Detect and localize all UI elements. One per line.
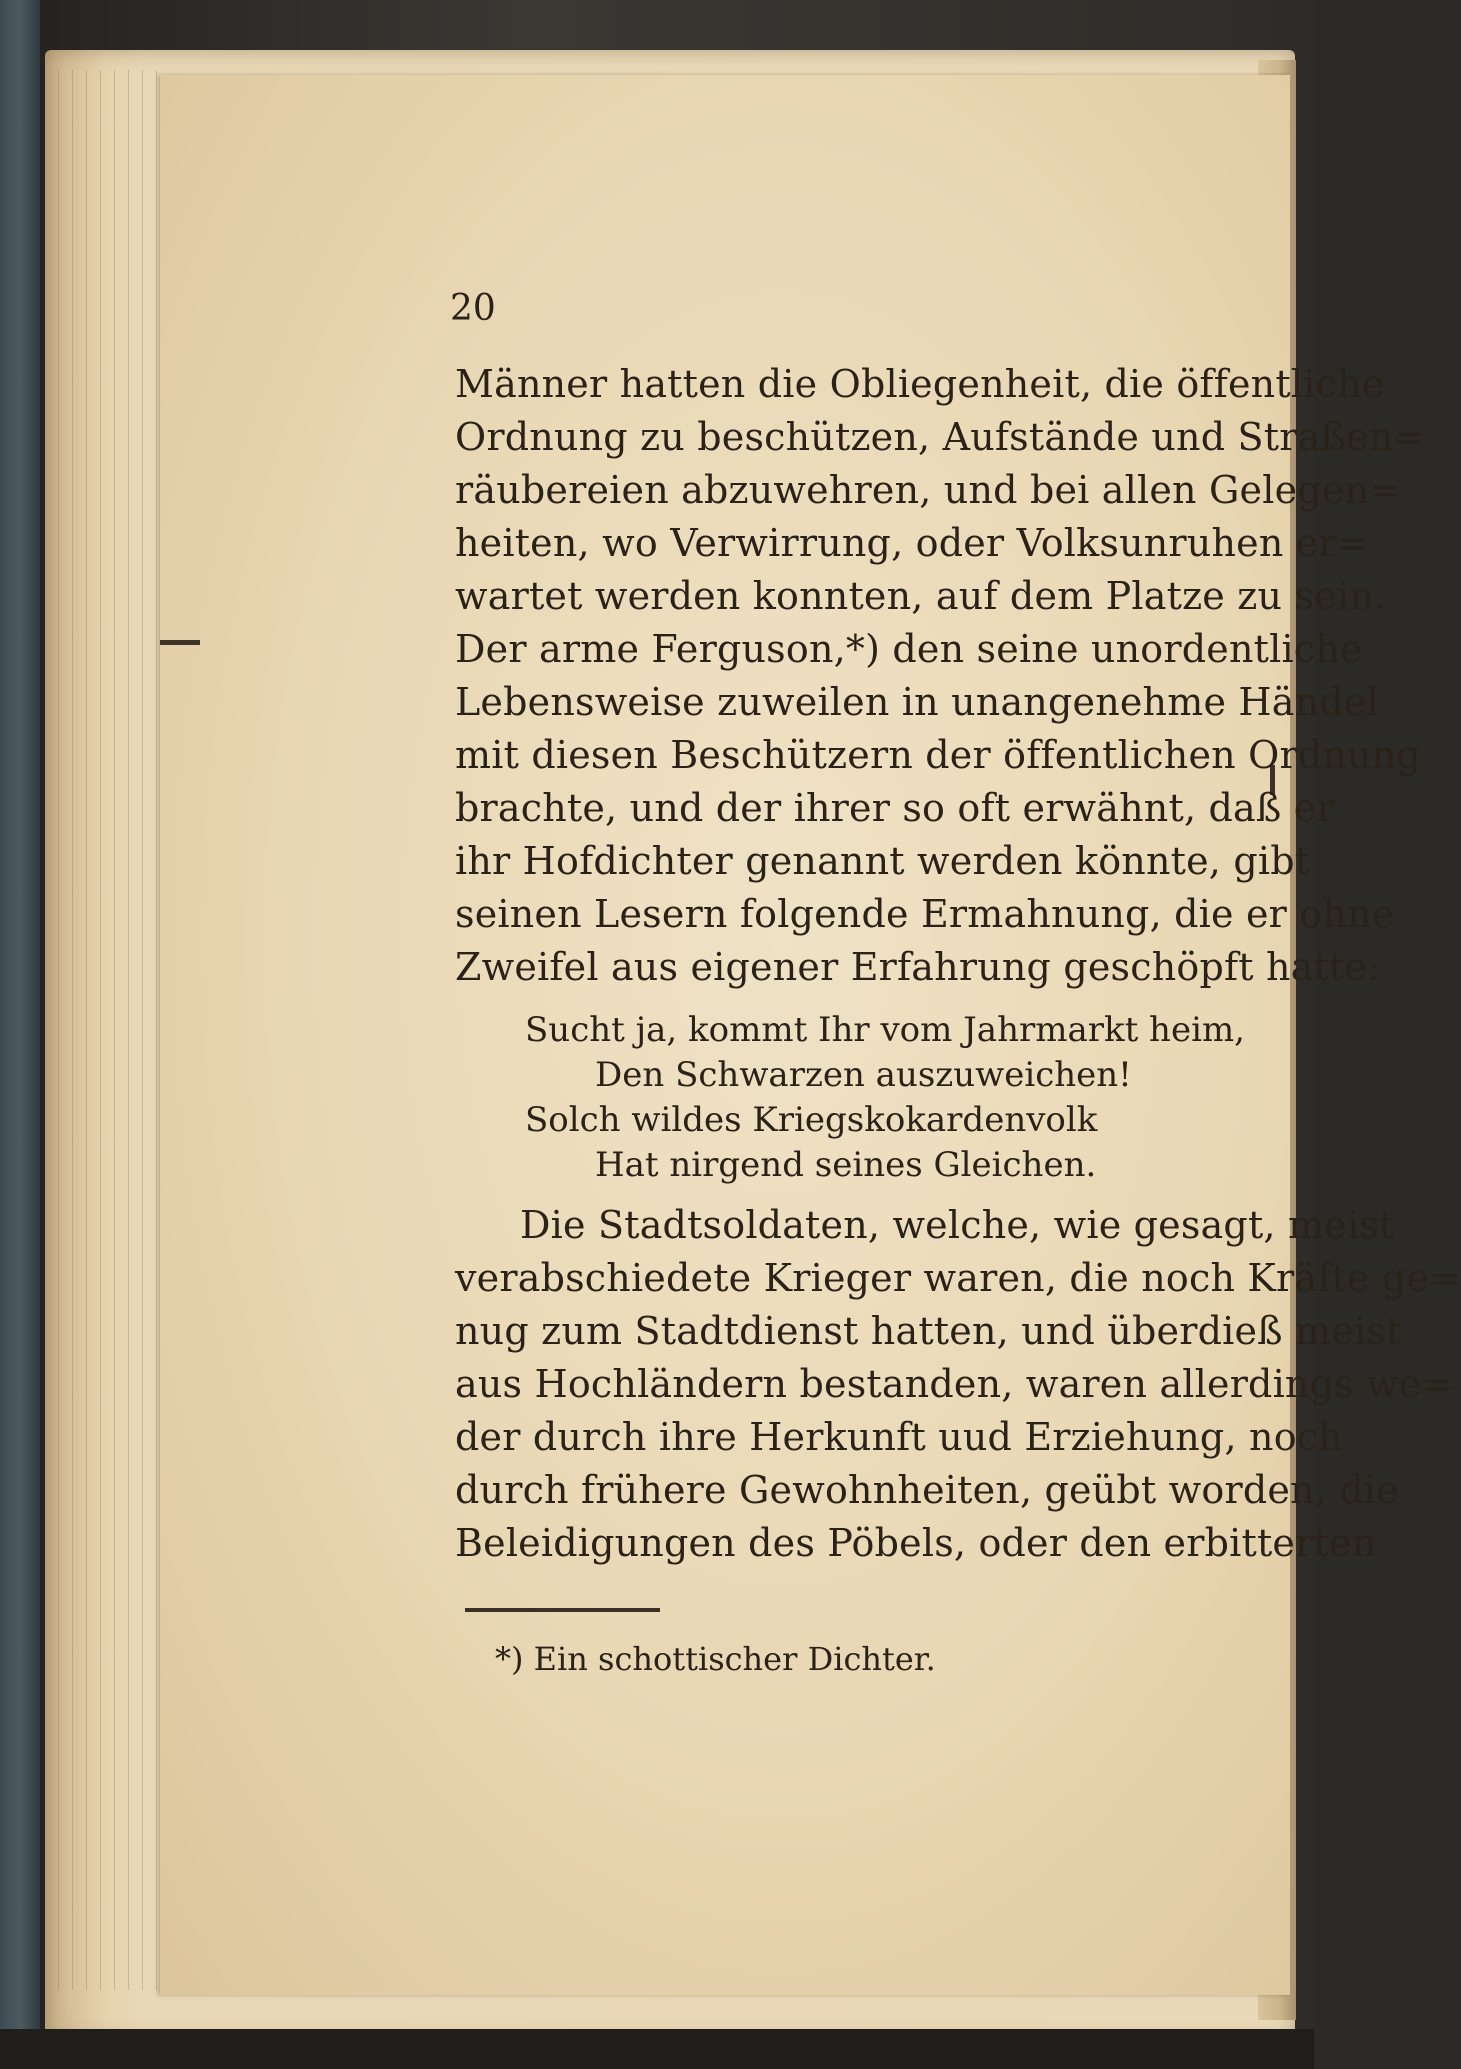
body-line: brachte, und der ihrer so oft erwähnt, daß er — [455, 786, 1335, 830]
body-line: mit diesen Beschützern der öffentlichen Ordnung — [455, 733, 1421, 777]
body-line: heiten, wo Verwirrung, oder Volksunruhen er= — [455, 521, 1369, 565]
verse-line: Solch wildes Kriegskokardenvolk — [525, 1100, 1098, 1140]
verse-line: Hat nirgend seines Gleichen. — [595, 1145, 1097, 1185]
body-line: Der arme Ferguson,*) den seine unordentliche — [455, 627, 1363, 671]
page-edges — [58, 70, 158, 1990]
body-line: seinen Lesern folgende Ermahnung, die er ohne — [455, 892, 1395, 936]
verse-line: Den Schwarzen auszuweichen! — [595, 1055, 1132, 1095]
body-line: der durch ihre Herkunft uud Erziehung, noch — [455, 1415, 1343, 1459]
body-line: aus Hochländern bestanden, waren allerdings we= — [455, 1362, 1454, 1406]
book-cover-edge — [0, 0, 40, 2069]
footnote-rule — [465, 1608, 660, 1612]
body-line: durch frühere Gewohnheiten, geübt worden, die — [455, 1468, 1399, 1512]
body-line: Männer hatten die Obliegenheit, die öffentliche — [455, 362, 1385, 406]
body-line: ihr Hofdichter genannt werden könnte, gibt — [455, 839, 1311, 883]
margin-mark — [160, 640, 200, 645]
body-line: Zweifel aus eigener Erfahrung geschöpft hatte: — [455, 945, 1381, 989]
book-cover-bottom — [0, 2029, 1314, 2069]
body-line: Ordnung zu beschützen, Aufstände und Straßen= — [455, 415, 1426, 459]
body-line: räubereien abzuwehren, und bei allen Gelegen= — [455, 468, 1402, 512]
body-line: Lebensweise zuweilen in unangenehme Händel — [455, 680, 1379, 724]
body-line: verabschiedete Krieger waren, die noch Kräfte ge= — [455, 1256, 1461, 1300]
body-line: nug zum Stadtdienst hatten, und überdieß meist — [455, 1309, 1402, 1353]
footnote: *) Ein schottischer Dichter. — [495, 1640, 936, 1678]
verse-line: Sucht ja, kommt Ihr vom Jahrmarkt heim, — [525, 1010, 1245, 1050]
body-line: Beleidigungen des Pöbels, oder den erbitterten — [455, 1521, 1377, 1565]
page-number: 20 — [450, 288, 496, 329]
body-line: Die Stadtsoldaten, welche, wie gesagt, meist — [520, 1203, 1395, 1247]
body-line: wartet werden konnten, auf dem Platze zu sein. — [455, 574, 1387, 618]
